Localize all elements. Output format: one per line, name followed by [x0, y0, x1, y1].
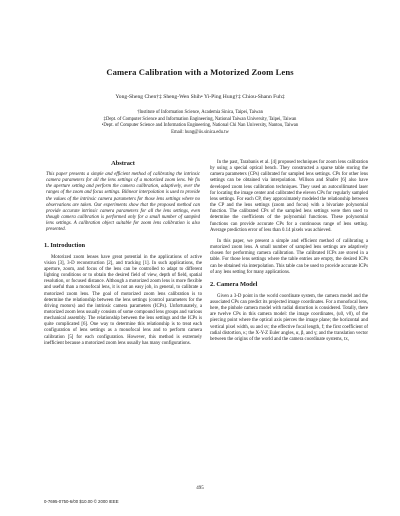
left-column	[44, 160, 202, 352]
camera-model-heading: 2. Camera Model	[210, 280, 258, 288]
related-work-paragraph: In the past, Tarabanis et al. [4] proposed techniques for zoom lens calibration by using a special optical bench. They constructed a sparse table storing the camera parameters (CPs) calibrated for sampled lens settings. CPs for other lens settings can be obtained via interpolation. Willson and Shafer [6] also have developed zoom lens calibration techniques. They used an autocollimated laser for locating the image center and calibrated the eleven CPs for regularly sampled lens settings. For each CP, they approximately modeled the relationship between the CP and the lens settings (zoom and focus) with a bivariate polynomial function. The calibrated CPs of the sampled lens settings were then used to determine the coefficients of the polynomial functions. These polynomial functions can provide accurate CPs for a continuous range of lens setting. Average prediction error of less than 0.14 pixels was achieved.	[210, 160, 368, 233]
abstract-text: This paper presents a simple and efficient method of calibrating the intrinsic camera parameters for all the lens settings of a motorized zoom lens. We fix the aperture setting and perform the camera calibration, adaptively, over the ranges of the zoom and focus settings. Bilinear interpolation is used to provide the values of the intrinsic camera parameters for those lens settings where no observations are taken. Our experiments show that the proposed method can provide accurate intrinsic camera parameters for all the lens settings, even though camera calibration is performed only for a small number of sampled lens settings. A calibration object suitable for zoom lens calibration is also presented.	[46, 172, 200, 233]
abstract-heading: Abstract	[111, 160, 135, 167]
affiliations	[0, 110, 400, 136]
right-column	[210, 160, 368, 348]
author-list: Yong-Sheng Chen†‡ Sheng-Wen Shih• Yi-Ping Hung†‡ Chiou-Shann Fuh‡	[115, 94, 285, 100]
affiliation-2: ‡Dept. of Computer Science and Information Engineering, National Taiwan University, Taipei, Taiwan	[103, 116, 297, 122]
copyright-footer: 0-7695-0750-6/00 $10.00 © 2000 IEEE	[44, 499, 119, 504]
affiliation-1: †Institute of Information Science, Academia Sinica, Taipei, Taiwan	[137, 110, 263, 115]
paper-title: Camera Calibration with a Motorized Zoom Lens	[106, 67, 294, 77]
affiliation-3: •Dept. of Computer Science and Information Engineering, National Chi Nan University, Nantou, Taiwan	[101, 123, 299, 129]
intro-body	[44, 255, 202, 347]
email: Email: hung@iis.sinica.edu.tw	[171, 129, 229, 135]
intro-heading: 1. Introduction	[44, 241, 86, 249]
camera-model-paragraph: Given a 3-D point in the world coordinate system, the camera model and the associated CPs can predict its projected image coordinates. For a monofocal lens, here, the pinhole camera model with radial distortion is considered. Totally, there are twelve CPs in this camera model: the image coordinates, (u0, v0), of the piercing point where the optical axis pierces the image plane; the horizontal and vertical pixel width, su and sv; the effective focal length, f; the first coefficient of radial distortion, κ; the X-Y-Z Euler angles, α, β, and γ; and the translation vector between the origins of the world and the camera coordinate systems, tx,	[210, 293, 368, 342]
camera-model-body	[210, 294, 368, 343]
intro-paragraph: Motorized zoom lenses have great potential in the applications of active vision [3], 3-D reconstruction [2], and tracking [1]. In such applications, the aperture, zoom, and focus of the lens can be controlled to adapt to different lighting conditions or to obtain the desired field of view, depth of field, spatial resolution, or focused distance. Although a motorized zoom lens is more flexible and useful than a monofocal lens, it is not an easy job, in general, to calibrate a motorized zoom lens. The goal of motorized zoom lens calibration is to determine the relationship between the lens settings (control parameters for the driving motors) and the intrinsic camera parameters (ICPs). Unfortunately, a motorized zoom lens usually consists of some compound lens groups and various mechanical assembly. The relationship between the lens settings and the ICPs is quite complicated [6]. One way to determine this relationship is to treat each configuration of lens settings as a monofocal lens and to perform camera calibration [5] for each configuration. However, this method is extremely inefficient because a motorized zoom lens usually has many configurations.	[44, 254, 202, 346]
right-body	[210, 160, 368, 276]
page-number: 495	[196, 486, 204, 491]
method-paragraph: In this paper, we present a simple and efficient method of calibrating a motorized zoom lens. A small number of sampled lens settings are adaptively chosen for performing camera calibration. The calibrated ICPs are stored in a table. For those lens settings where the table entries are empty, the desired ICPs can be obtained via interpolation. This table can be used to provide accurate ICPs of any lens setting for many applications.	[210, 238, 368, 275]
